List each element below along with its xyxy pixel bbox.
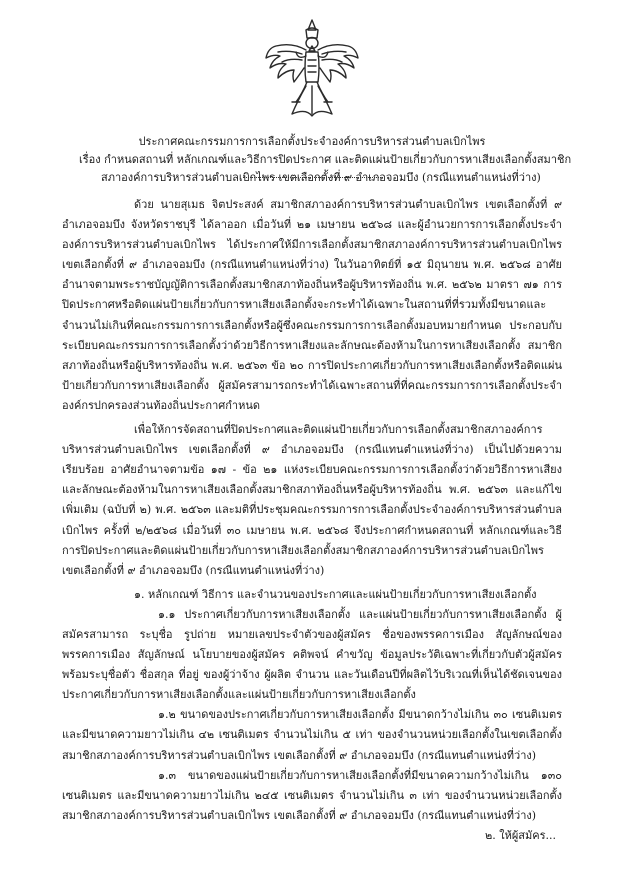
continuation-marker: ๒. ให้ผู้สมัคร... — [484, 828, 556, 842]
paragraph-1: ด้วย นายสุเมธ จิตประสงค์ สมาชิกสภาองค์การบริหารส่วนตำบลเบิกไพร เขตเลือกตั้งที่ ๙ อำเภอจอมบึง จังหวัดราชบุรี ได้ลาออก เมื่อวันที่ ๒๑ เมษายน ๒๕๖๘ และผู้อำนวยการการเลือกตั้งประจำองค์การบริหารส่วนตำบลเบิกไพร ได้ประกาศให้มีการเลือกตั้งสมาชิกสภาองค์การบริหารส่วนตำบลเบิกไพร เขตเลือกตั้งที่ ๙ อำเภอจอมบึง (กรณีแทนตำแหน่งที่ว่าง) ในวันอาทิตย์ที่ ๑๕ มิถุนายน พ.ศ. ๒๕๖๘ อาศัยอำนาจตามพระราชบัญญัติการเลือกตั้งสมาชิกสภาท้องถิ่นหรือผู้บริหารท้องถิ่น พ.ศ. ๒๕๖๒ มาตรา ๗๑ การปิดประกาศหรือติดแผ่นป้ายเกี่ยวกับการหาเสียงเลือกตั้งจะกระทำได้เฉพาะในสถานที่ที่รวมทั้งมีขนาดและจำนวนไม่เกินที่คณะกรรมการการเลือกตั้งหรือผู้ซึ่งคณะกรรมการการเลือกตั้งมอบหมายกำหนด ประกอบกับระเบียบคณะกรรมการการเลือกตั้งว่าด้วยวิธีการหาเสียงและลักษณะต้องห้ามในการหาเสียงเลือกตั้ง สมาชิกสภาท้องถิ่นหรือผู้บริหารท้องถิ่น พ.ศ. ๒๕๖๓ ข้อ ๒๐ การปิดประกาศเกี่ยวกับการหาเสียงเลือกตั้งหรือติดแผ่นป้ายเกี่ยวกับการหาเสียงเลือกตั้ง ผู้สมัครสามารถกระทำได้เฉพาะสถานที่ที่คณะกรรมการการเลือกตั้งประจำองค์กรปกครองส่วนท้องถิ่นประกาศกำหนด — [62, 198, 562, 412]
announcement-title: ประกาศคณะกรรมการการเลือกตั้งประจำองค์การบริหารส่วนตำบลเบิกไพร — [138, 135, 486, 148]
paragraph-2: เพื่อให้การจัดสถานที่ปิดประกาศและติดแผ่นป้ายเกี่ยวกับการเลือกตั้งสมาชิกสภาองค์การบริหารส่วนตำบลเบิกไพร เขตเลือกตั้งที่ ๙ อำเภอจอมบึง (กรณีแทนตำแหน่งที่ว่าง) เป็นไปด้วยความเรียบร้อย อาศัยอำนาจตามข้อ ๑๗ - ข้อ ๒๑ แห่งระเบียบคณะกรรมการการเลือกตั้งว่าด้วยวิธีการหาเสียงและลักษณะต้องห้ามในการหาเสียงเลือกตั้งสมาชิกสภาท้องถิ่นหรือผู้บริหารท้องถิ่น พ.ศ. ๒๕๖๓ และแก้ไขเพิ่มเติม (ฉบับที่ ๒) พ.ศ. ๒๕๖๓ และมติที่ประชุมคณะกรรมการการเลือกตั้งประจำองค์การบริหารส่วนตำบลเบิกไพร ครั้งที่ ๒/๒๕๖๘ เมื่อวันที่ ๓๐ เมษายน พ.ศ. ๒๕๖๘ จึงประกาศกำหนดสถานที่ หลักเกณฑ์และวิธีการปิดประกาศและติดแผ่นป้ายเกี่ยวกับการหาเสียงเลือกตั้งสมาชิกสภาองค์การบริหารส่วนตำบลเบิกไพร เขตเลือกตั้งที่ ๙ อำเภอจอมบึง (กรณีแทนตำแหน่งที่ว่าง) — [62, 423, 562, 577]
subject-line-1: เรื่อง กำหนดสถานที่ หลักเกณฑ์และวิธีการปิดประกาศ และติดแผ่นป้ายเกี่ยวกับการหาเสียงเลือกตั้งสมาชิก — [79, 153, 572, 166]
separator-dots — [243, 177, 383, 178]
clause-1-3: ๑.๓ ขนาดของแผ่นป้ายเกี่ยวกับการหาเสียงเลือกตั้งที่มีขนาดความกว้างไม่เกิน ๑๓๐ เซนติเมตร และมีขนาดความยาวไม่เกิน ๒๔๕ เซนติเมตร จำนวนไม่เกิน ๓ เท่า ของจำนวนหน่วยเลือกตั้ง สมาชิกสภาองค์การบริหารส่วนตำบลเบิกไพร เขตเลือกตั้งที่ ๙ อำเภอจอมบึง (กรณีแทนตำแหน่งที่ว่าง) — [62, 768, 562, 822]
announcement-header — [60, 133, 564, 151]
clause-1-1: ๑.๑ ประกาศเกี่ยวกับการหาเสียงเลือกตั้ง และแผ่นป้ายเกี่ยวกับการหาเสียงเลือกตั้ง ผู้สมัครสามารถ ระบุชื่อ รูปถ่าย หมายเลขประจำตัวของผู้สมัคร ชื่อของพรรคการเมือง สัญลักษณ์ของพรรคการเมือง สัญลักษณ์ นโยบายของผู้สมัคร คติพจน์ คำขวัญ ข้อมูลประวัติเฉพาะที่เกี่ยวกับตัวผู้สมัคร พร้อมระบุชื่อตัว ชื่อสกุล ที่อยู่ ของผู้ว่าจ้าง ผู้ผลิต จำนวน และวันเดือนปีที่ผลิตไว้บริเวณที่เห็นได้ชัดเจนของประกาศเกี่ยวกับการหาเสียงเลือกตั้งและแผ่นป้ายเกี่ยวกับการหาเสียงเลือกตั้ง — [62, 607, 562, 702]
subject-block — [79, 151, 579, 187]
document-body — [62, 195, 562, 846]
garuda-emblem — [262, 16, 362, 120]
section-1-heading: ๑. หลักเกณฑ์ วิธีการ และจำนวนของประกาศและแผ่นป้ายเกี่ยวกับการหาเสียงเลือกตั้ง — [134, 587, 537, 601]
subject-line-2: สภาองค์การบริหารส่วนตำบลเบิกไพร เขตเลือกตั้งที่ ๙ อำเภอจอมบึง (กรณีแทนตำแหน่งที่ว่าง) — [101, 171, 541, 184]
clause-1-2: ๑.๒ ขนาดของประกาศเกี่ยวกับการหาเสียงเลือกตั้ง มีขนาดกว้างไม่เกิน ๓๐ เซนติเมตร และมีขนาดความยาวไม่เกิน ๔๒ เซนติเมตร จำนวนไม่เกิน ๕ เท่า ของจำนวนหน่วยเลือกตั้งในเขตเลือกตั้ง สมาชิกสภาองค์การบริหารส่วนตำบลเบิกไพร เขตเลือกตั้งที่ ๙ อำเภอจอมบึง (กรณีแทนตำแหน่งที่ว่าง) — [62, 708, 562, 762]
